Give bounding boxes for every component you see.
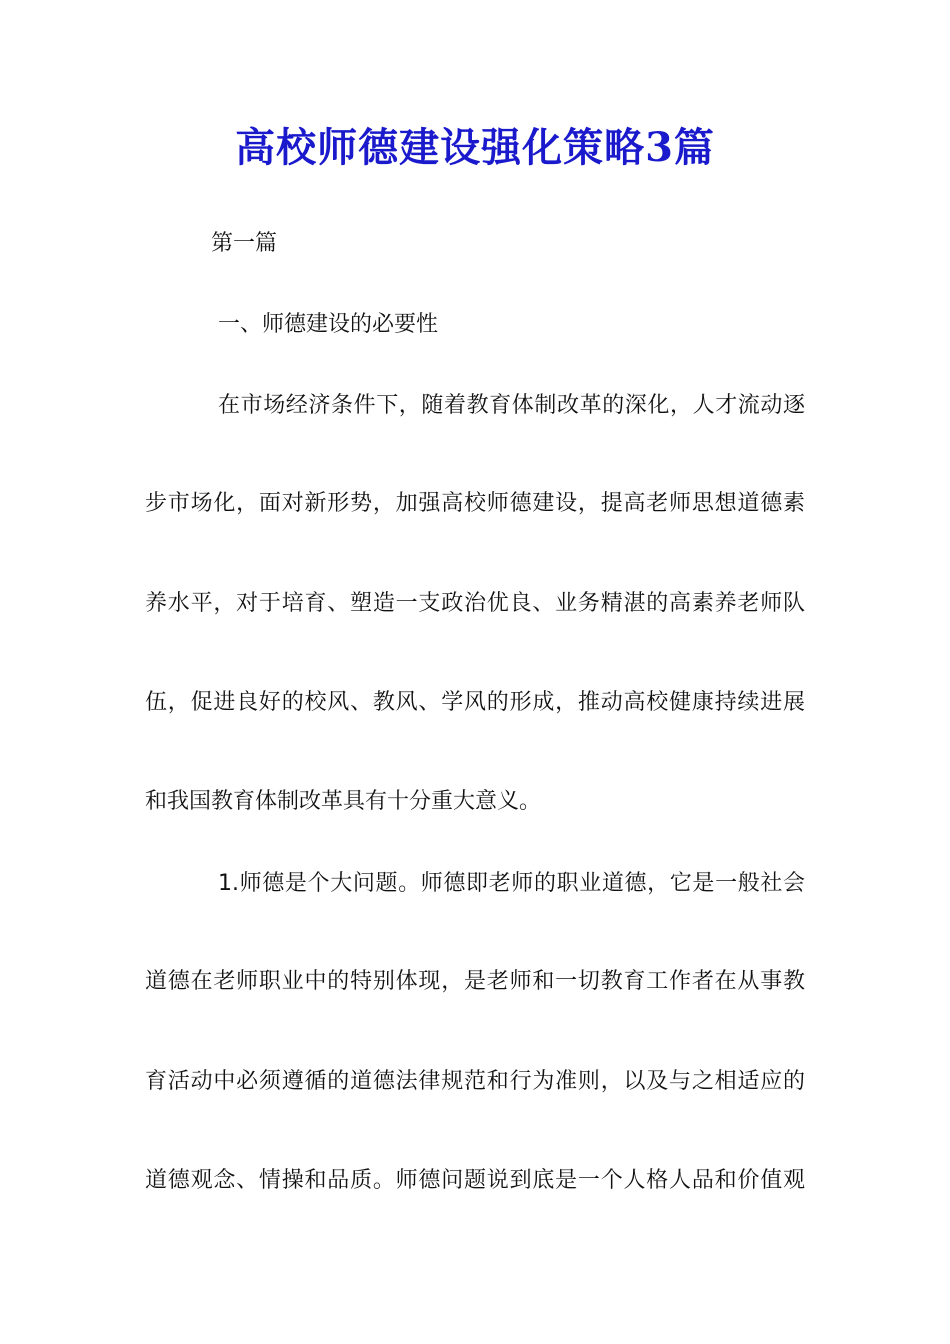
- document-title: 高校师德建设强化策略3篇: [235, 124, 715, 171]
- paragraph-line: 道德观念、情操和品质。师德问题说到底是一个人格人品和价值观: [145, 1168, 805, 1193]
- section-heading: 一、师德建设的必要性: [218, 312, 439, 337]
- paragraph-line: 在市场经济条件下，随着教育体制改革的深化，人才流动逐: [218, 393, 805, 418]
- part-label: 第一篇: [211, 231, 278, 256]
- paragraph-line: 养水平，对于培育、塑造一支政治优良、业务精湛的高素养老师队: [145, 591, 805, 616]
- paragraph-line: 育活动中必须遵循的道德法律规范和行为准则，以及与之相适应的: [145, 1069, 805, 1094]
- paragraph-line: 1.师德是个大问题。师德即老师的职业道德，它是一般社会: [218, 871, 805, 896]
- paragraph-line: 和我国教育体制改革具有十分重大意义。: [145, 789, 542, 814]
- paragraph-line: 伍，促进良好的校风、教风、学风的形成，推动高校健康持续进展: [145, 690, 805, 715]
- paragraph-line: 道德在老师职业中的特别体现，是老师和一切教育工作者在从事教: [145, 969, 805, 994]
- paragraph-line: 步市场化，面对新形势，加强高校师德建设，提高老师思想道德素: [145, 491, 805, 516]
